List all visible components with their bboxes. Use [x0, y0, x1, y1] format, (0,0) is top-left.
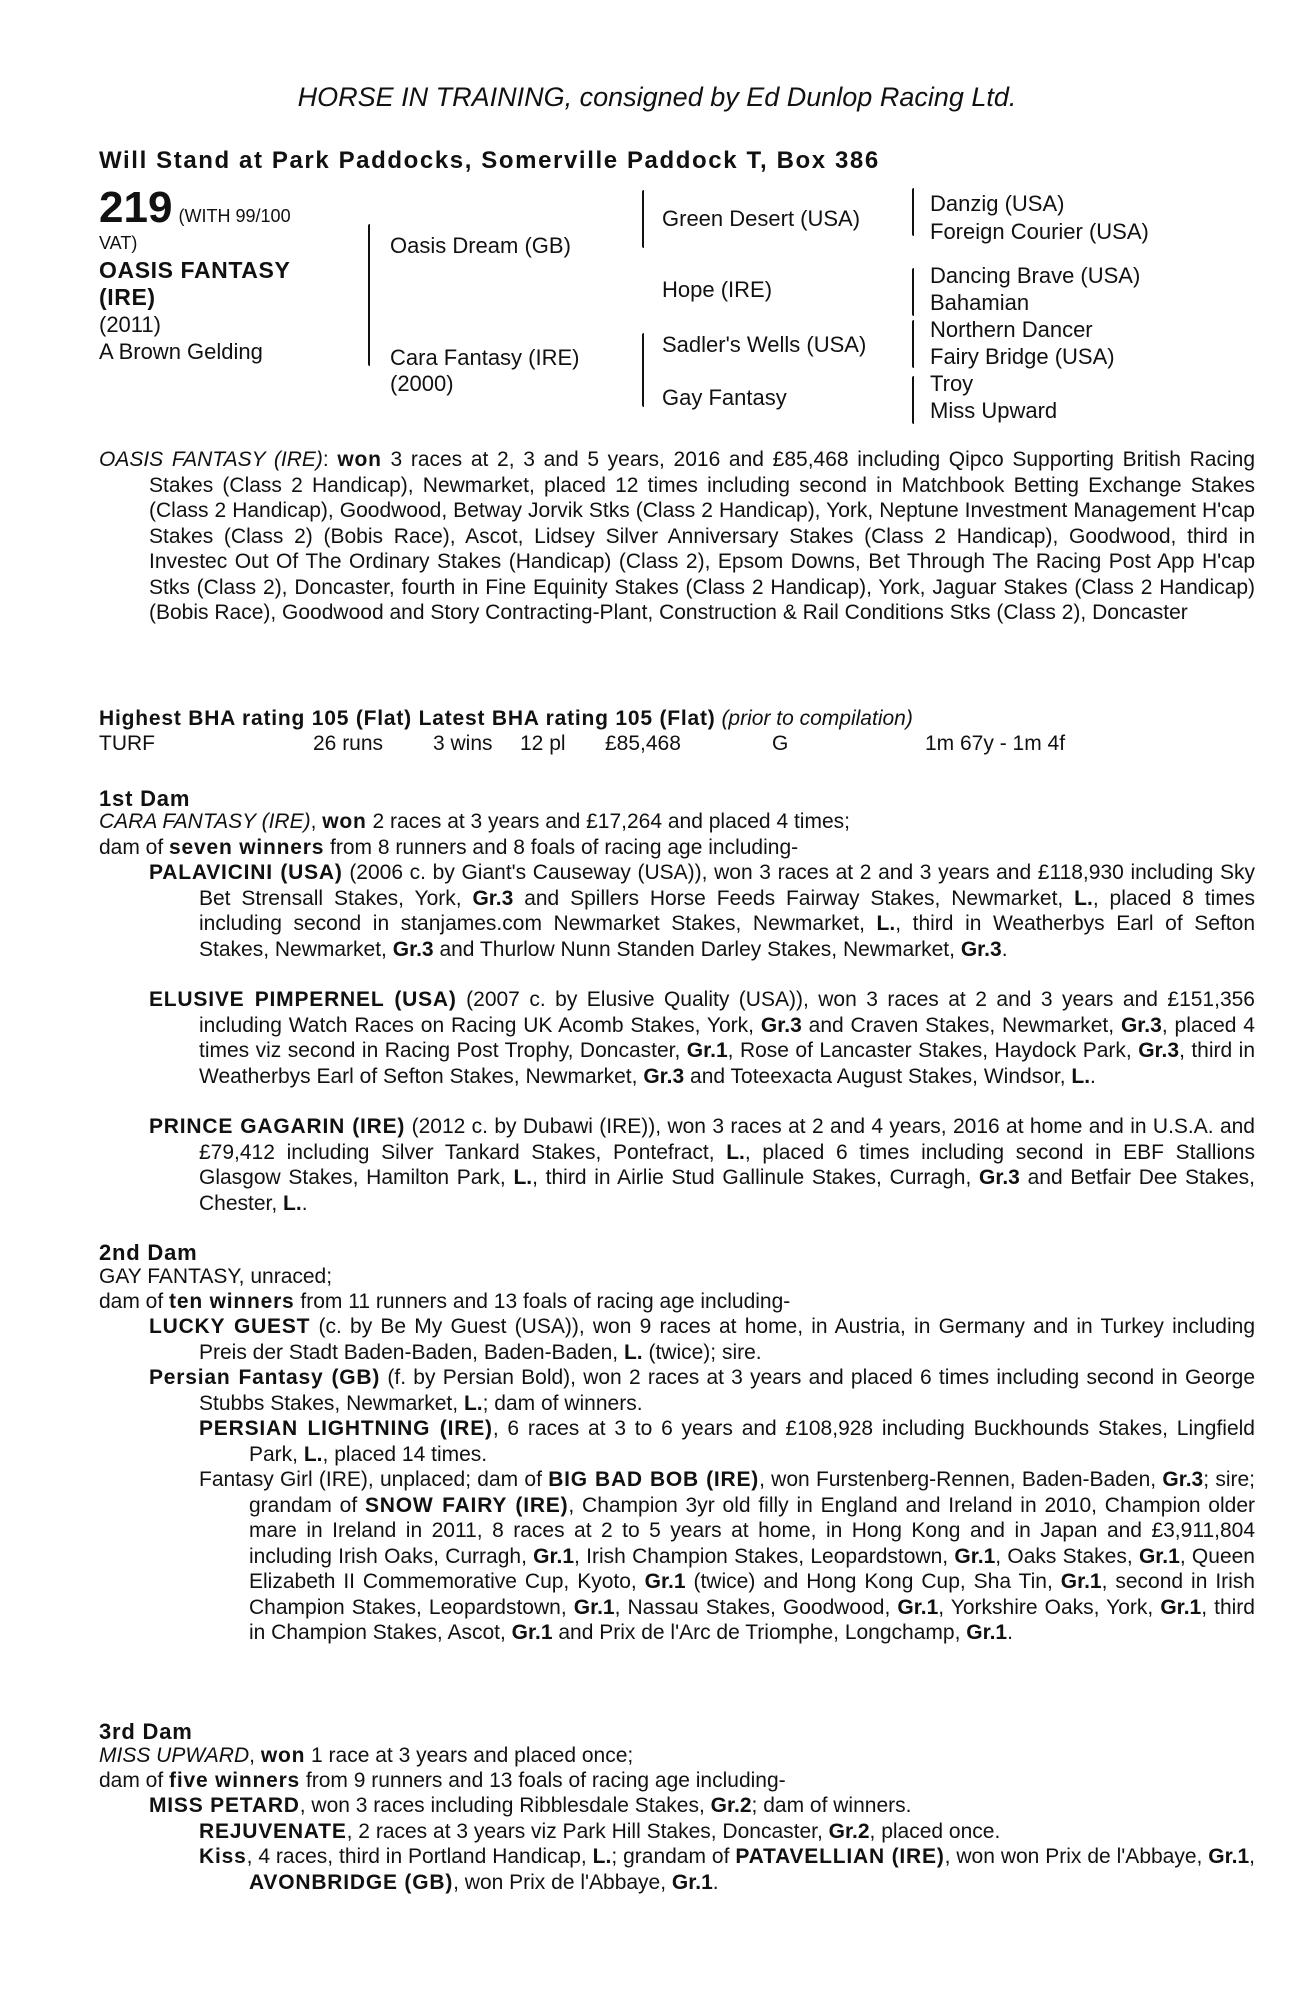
- progeny-name: Persian Fantasy (GB): [149, 1366, 381, 1389]
- entry-text: .: [301, 1191, 308, 1215]
- dam-dam-sire: Troy: [930, 371, 974, 396]
- progeny-name: SNOW FAIRY (IRE): [365, 1493, 569, 1517]
- grade-label: L.: [623, 1340, 643, 1364]
- entry-text: , Champion 3yr old filly in England and Ireland in 2010, Champion older mare in Ireland in 2011, 8 races at 2 to 5 years at home, in Hong Kong and in Japan and £3,911,804 including Irish Oaks, Curragh,: [249, 1493, 1255, 1568]
- grade-label: L.: [513, 1166, 533, 1189]
- first-dam-name: CARA FANTASY (IRE): [99, 810, 311, 833]
- grade-label: Gr.1: [1160, 1595, 1202, 1619]
- progeny-entry: [149, 1114, 1255, 1216]
- sire-sire-dam: Foreign Courier (USA): [930, 219, 1149, 244]
- entry-text: Fantasy Girl (IRE), unplaced; dam of: [199, 1468, 549, 1491]
- entry-text: , won 3 races including Ribblesdale Stakes,: [299, 1794, 711, 1817]
- grade-label: L.: [876, 912, 896, 935]
- third-dam-name: MISS UPWARD: [99, 1744, 250, 1767]
- pedigree-brace: [912, 268, 914, 316]
- entry-text: , won Furstenberg-Rennen, Baden-Baden,: [759, 1468, 1163, 1491]
- pedigree-brace: [642, 333, 644, 407]
- entry-text: .: [712, 1870, 719, 1894]
- entry-text: , Yorkshire Oaks, York,: [938, 1595, 1161, 1619]
- entry-text: , placed 4 times viz second in Racing Post Trophy, Doncaster,: [199, 1013, 1255, 1062]
- winners-count: seven winners: [169, 836, 325, 859]
- second-dam-produce: [99, 1289, 1205, 1315]
- third-dam-produce: [99, 1768, 1205, 1794]
- dam-of-label: dam of: [99, 1290, 170, 1313]
- progeny-name: PALAVICINI (USA): [149, 861, 343, 884]
- produce-text: from 8 runners and 8 foals of racing age including-: [324, 836, 799, 859]
- third-dam-heading: 3rd Dam: [99, 1719, 193, 1744]
- entry-text: (twice) and Hong Kong Cup, Sha Tin,: [685, 1570, 1061, 1593]
- entry-text: .: [1001, 937, 1008, 961]
- first-dam-produce: [99, 835, 1205, 861]
- stand-location: Will Stand at Park Paddocks, Somerville Paddock T, Box 386: [99, 147, 880, 174]
- progeny-entry: [149, 860, 1255, 962]
- entry-text: and Thurlow Nunn Standen Darley Stakes, Newmarket,: [433, 937, 961, 961]
- entry-text: , 2 races at 3 years viz Park Hill Stakes, Doncaster,: [346, 1820, 829, 1843]
- progeny-entry: [149, 987, 1255, 1089]
- won-label: won: [260, 1744, 306, 1767]
- dam-year: (2000): [390, 371, 454, 396]
- pedigree-brace: [642, 190, 644, 248]
- progeny-name: AVONBRIDGE (GB): [249, 1870, 454, 1894]
- entry-text: ; grandam of: [611, 1845, 736, 1868]
- dam-of-label: dam of: [99, 1769, 170, 1792]
- pedigree-brace: [912, 188, 914, 236]
- horse-country: (IRE): [99, 284, 156, 310]
- progeny-name: ELUSIVE PIMPERNEL (USA): [149, 988, 457, 1011]
- stat-distance: 1m 67y - 1m 4f: [925, 732, 1066, 755]
- pedigree-brace: [912, 320, 914, 368]
- entry-text: ; sire; grandam of: [249, 1468, 1256, 1517]
- second-dam-record: GAY FANTASY, unraced;: [99, 1265, 333, 1288]
- stat-runs: 26 runs: [313, 732, 384, 755]
- entry-text: , placed once.: [869, 1820, 1001, 1843]
- progeny-name: PATAVELLIAN (IRE): [735, 1845, 945, 1868]
- summary-text: 3 races at 2, 3 and 5 years, 2016 and £85,468 including Qipco Supporting British Racing Stakes (Class 2 Handicap), Newmarket, placed 12 times including second in Matchbook Betting Exchange Stakes (Class 2 Handicap), Goodwood, Betway Jorvik Stks (Class 2 Handicap), York, Neptune Investment Management H'cap Stakes (Class 2) (Bobis Race), Ascot, Lidsey Silver Anniversary Stakes (Class 2 Handicap), Goodwood, third in Investec Out Of The Ordinary Stakes (Handicap) (Class 2), Epsom Downs, Bet Through The Racing Post App H'cap Stks (Class 2), Doncaster, fourth in Fine Equinity Stakes (Class 2 Handicap), York, Jaguar Stakes (Class 2 Handicap) (Bobis Race), Goodwood and Story Contracting-Plant, Construction & Rail Conditions Stks (Class 2), Doncaster: [149, 448, 1255, 624]
- sire-dam-dam: Bahamian: [930, 290, 1030, 315]
- grade-label: Gr.1: [897, 1595, 939, 1619]
- bha-rating: [99, 706, 1205, 732]
- grade-label: Gr.1: [511, 1621, 553, 1644]
- grade-label: Gr.1: [1060, 1570, 1102, 1593]
- grade-label: Gr.2: [710, 1794, 752, 1817]
- entry-text: , won Prix de l'Abbaye,: [453, 1870, 672, 1894]
- entry-text: , third in Airlie Stud Gallinule Stakes, Curragh,: [532, 1166, 979, 1189]
- entry-text: (2006 c. by Giant's Causeway (USA)), won 3 races at 2 and 3 years and £118,930 including Sky Bet Strensall Stakes, York,: [199, 861, 1255, 910]
- won-label: won: [322, 810, 367, 833]
- stat-going: G: [772, 732, 789, 755]
- grandprogeny-entry: [199, 1819, 1255, 1845]
- entry-text: (c. by Be My Guest (USA)), won 9 races at home, in Austria, in Germany and in Turkey including Preis der Stadt Baden-Baden, Baden-Baden,: [199, 1315, 1255, 1364]
- entry-text: , placed 14 times.: [322, 1442, 488, 1466]
- horse-name: OASIS FANTASY: [99, 257, 291, 283]
- progeny-name: REJUVENATE: [199, 1820, 347, 1843]
- entry-text: , Nassau Stakes, Goodwood,: [614, 1595, 898, 1619]
- grade-label: Gr.3: [760, 1013, 802, 1037]
- stat-placed: 12 pl: [520, 732, 566, 755]
- winners-count: ten winners: [169, 1290, 295, 1313]
- grade-label: L.: [283, 1191, 302, 1215]
- grade-label: Gr.3: [979, 1166, 1020, 1189]
- entry-text: ; dam of winners.: [751, 1794, 912, 1817]
- dam: Cara Fantasy (IRE): [390, 345, 580, 370]
- entry-text: (2012 c. by Dubawi (IRE)), won 3 races at 2 and 4 years, 2016 at home and in U.S.A. and £79,412 including Silver Tankard Stakes, Pontefract,: [199, 1115, 1255, 1164]
- rating-note: (prior to compilation): [721, 707, 913, 730]
- progeny-entry: [149, 1314, 1255, 1365]
- sire-sire: Green Desert (USA): [662, 206, 861, 231]
- grade-label: Gr.3: [392, 937, 434, 961]
- dam-dam: Gay Fantasy: [662, 385, 787, 410]
- stat-earnings: £85,468: [605, 732, 681, 755]
- entry-text: , placed 6 times including second in EBF Stallions Glasgow Stakes, Hamilton Park,: [199, 1140, 1255, 1189]
- dam-of-label: dam of: [99, 836, 170, 859]
- entry-text: .: [1090, 1064, 1096, 1088]
- grade-label: L.: [726, 1140, 745, 1164]
- progeny-name: PRINCE GAGARIN (IRE): [149, 1115, 406, 1138]
- grade-label: Gr.1: [1138, 1544, 1180, 1568]
- progeny-name: MISS PETARD: [149, 1794, 300, 1817]
- entry-text: , placed 8 times including second in stanjames.com Newmarket Stakes, Newmarket,: [199, 886, 1255, 935]
- grandprogeny-entry: [199, 1844, 1255, 1895]
- progeny-name: PERSIAN LIGHTNING (IRE): [199, 1417, 493, 1440]
- grade-label: Gr.1: [533, 1544, 575, 1568]
- entry-text: , second in Irish Champion Stakes, Leopardstown,: [249, 1570, 1255, 1619]
- vat-note: (WITH 99/100: [178, 206, 291, 226]
- consignor-header: HORSE IN TRAINING, consigned by Ed Dunlop Racing Ltd.: [297, 82, 1017, 112]
- rating-line: Highest BHA rating 105 (Flat) Latest BHA rating 105 (Flat): [99, 707, 716, 730]
- dam-dam-dam: Miss Upward: [930, 398, 1058, 423]
- entry-text: , Irish Champion Stakes, Leopardstown,: [574, 1544, 955, 1568]
- entry-text: , 6 races at 3 to 6 years and £108,928 including Buckhounds Stakes, Lingfield Park,: [249, 1417, 1255, 1466]
- stat-surface: TURF: [99, 732, 155, 755]
- grade-label: Gr.1: [671, 1870, 713, 1894]
- winners-count: five winners: [169, 1769, 301, 1792]
- first-dam-record: CARA FANTASY (IRE), won 2 races at 3 years and £17,264 and placed 4 times;: [99, 810, 850, 833]
- grade-label: Gr.1: [573, 1595, 615, 1619]
- won-label: won: [337, 448, 382, 471]
- produce-text: from 9 runners and 13 foals of racing age including-: [300, 1769, 786, 1792]
- entry-text: .: [1007, 1621, 1013, 1644]
- grade-label: L.: [463, 1391, 483, 1415]
- sire-sire-sire: Danzig (USA): [930, 191, 1065, 216]
- entry-text: , won: [944, 1845, 1001, 1868]
- progeny-entry: [149, 1793, 1255, 1819]
- sire: Oasis Dream (GB): [390, 233, 571, 258]
- entry-text: , third in Weatherbys Earl of Sefton Stakes, Newmarket,: [199, 912, 1255, 961]
- sire-dam-sire: Dancing Brave (USA): [930, 263, 1141, 288]
- career-stats: [99, 731, 1205, 757]
- record-text: 1 race at 3 years and placed once;: [305, 1744, 634, 1767]
- summary-name: OASIS FANTASY (IRE): [99, 448, 323, 471]
- grade-label: Gr.2: [828, 1820, 870, 1843]
- pedigree-brace: [368, 224, 370, 366]
- second-dam-heading: 2nd Dam: [99, 1240, 198, 1265]
- entry-text: and Spillers Horse Feeds Fairway Stakes, Newmarket,: [513, 886, 1075, 910]
- entry-text: , Queen Elizabeth II Commemorative Cup, Kyoto,: [249, 1544, 1255, 1593]
- entry-text: and Toteexacta August Stakes, Windsor,: [684, 1064, 1072, 1088]
- entry-text: (f. by Persian Bold), won 2 races at 3 years and placed 6 times including second in George Stubbs Stakes, Newmarket,: [199, 1366, 1255, 1415]
- entry-text: ,: [1249, 1845, 1256, 1868]
- entry-text: won Prix de l'Abbaye,: [1000, 1845, 1209, 1868]
- grade-label: Gr.3: [960, 937, 1002, 961]
- dam-sire-dam: Fairy Bridge (USA): [930, 344, 1115, 369]
- first-dam-heading: 1st Dam: [99, 786, 191, 811]
- progeny-name: Kiss: [199, 1845, 247, 1868]
- entry-text: , 4 races, third in Portland Handicap,: [246, 1845, 593, 1868]
- grandprogeny-entry: [199, 1467, 1255, 1646]
- grade-label: Gr.3: [472, 886, 514, 910]
- entry-text: , Oaks Stakes,: [995, 1544, 1139, 1568]
- horse-description: A Brown Gelding: [99, 339, 263, 364]
- grade-label: L.: [1074, 886, 1093, 910]
- entry-text: ; dam of winners.: [482, 1391, 643, 1415]
- stat-wins: 3 wins: [433, 732, 493, 755]
- grade-label: Gr.3: [1138, 1039, 1180, 1062]
- record-text: 2 races at 3 years and £17,264 and placed 4 times;: [366, 810, 850, 833]
- vat-note-cont: VAT): [99, 233, 138, 253]
- third-dam-record: MISS UPWARD, won 1 race at 3 years and placed once;: [99, 1744, 634, 1767]
- grade-label: Gr.3: [1120, 1013, 1162, 1037]
- grade-label: L.: [1071, 1064, 1091, 1088]
- dam-sire: Sadler's Wells (USA): [662, 332, 867, 357]
- grade-label: Gr.1: [1208, 1845, 1250, 1868]
- grade-label: Gr.1: [966, 1621, 1008, 1644]
- horse-year: (2011): [99, 312, 161, 337]
- grade-label: L.: [303, 1442, 323, 1466]
- grade-label: Gr.1: [686, 1039, 728, 1062]
- entry-text: (twice); sire.: [642, 1340, 762, 1364]
- sire-dam: Hope (IRE): [662, 277, 773, 302]
- lot-number: 219: [99, 183, 173, 232]
- entry-text: and Betfair Dee Stakes, Chester,: [199, 1166, 1255, 1215]
- entry-text: and Craven Stakes, Newmarket,: [801, 1013, 1121, 1037]
- grade-label: Gr.3: [643, 1064, 685, 1088]
- grandprogeny-entry: [199, 1416, 1255, 1467]
- dam-sire-sire: Northern Dancer: [930, 317, 1093, 342]
- grade-label: L.: [592, 1845, 612, 1868]
- entry-text: , third in Champion Stakes, Ascot,: [249, 1595, 1255, 1644]
- grade-label: Gr.1: [954, 1544, 996, 1568]
- pedigree-brace: [912, 376, 914, 424]
- entry-text: (2007 c. by Elusive Quality (USA)), won 3 races at 2 and 3 years and £151,356 including Watch Races on Racing UK Acomb Stakes, York,: [199, 988, 1255, 1037]
- entry-text: , Rose of Lancaster Stakes, Haydock Park,: [727, 1039, 1139, 1062]
- progeny-name: LUCKY GUEST: [149, 1315, 311, 1338]
- produce-text: from 11 runners and 13 foals of racing age including-: [294, 1290, 791, 1313]
- progeny-entry: [149, 1365, 1255, 1416]
- lot-info: [99, 183, 359, 365]
- entry-text: , third in Weatherbys Earl of Sefton Stakes, Newmarket,: [199, 1039, 1255, 1088]
- race-record: OASIS FANTASY (IRE): won 3 races at 2, 3 and 5 years, 2016 and £85,468 including Qipco Supporting British Racing Stakes (Class 2 Handicap), Newmarket, placed 12 times including second in Matchbook Betting Exchange Stakes (Class 2 Handicap), Goodwood, Betway Jorvik Stks (Class 2 Handicap), York, Neptune Investment Management H'cap Stakes (Class 2) (Bobis Race), Ascot, Lidsey Silver Anniversary Stakes (Class 2 Handicap), Goodwood, third in Investec Out Of The Ordinary Stakes (Handicap) (Class 2), Epsom Downs, Bet Through The Racing Post App H'cap Stks (Class 2), Doncaster, fourth in Fine Equinity Stakes (Class 2 Handicap), York, Jaguar Stakes (Class 2 Handicap) (Bobis Race), Goodwood and Story Contracting-Plant, Construction & Rail Conditions Stks (Class 2), Doncaster: [99, 448, 1255, 624]
- grade-label: Gr.3: [1162, 1468, 1204, 1491]
- progeny-name: BIG BAD BOB (IRE): [548, 1468, 760, 1491]
- grade-label: Gr.1: [644, 1570, 686, 1593]
- entry-text: and Prix de l'Arc de Triomphe, Longchamp,: [552, 1621, 967, 1644]
